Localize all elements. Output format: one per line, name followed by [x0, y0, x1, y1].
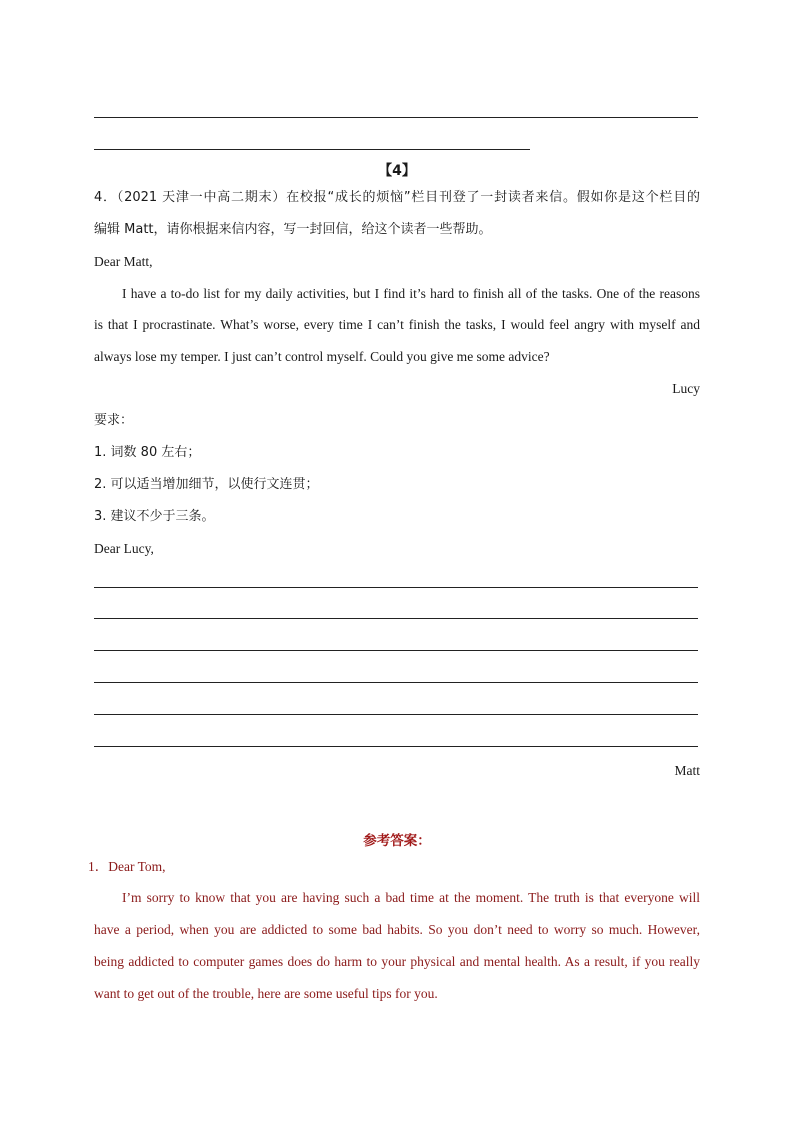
answer-writing-line — [94, 650, 698, 651]
question-prompt-line-1: 4．（2021 天津一中高二期末）在校报“成长的烦恼”栏目刊登了一封读者来信。假如你是这个栏目的 — [94, 190, 700, 205]
requirements-heading: 要求： — [94, 413, 134, 428]
answer-salutation: 1．Dear Tom, — [88, 859, 166, 874]
answer-line: being addicted to computer games does do harm to your physical and mental health. As a result, if you really — [94, 954, 700, 969]
requirement-item: 2. 可以适当增加细节，以使行文连贯； — [94, 477, 319, 492]
writing-line — [94, 149, 530, 150]
answer-writing-line — [94, 714, 698, 715]
answer-line: I’m sorry to know that you are having such a bad time at the moment. The truth is that everyone will — [122, 890, 700, 905]
letter-body-line: is that I procrastinate. What’s worse, every time I can’t finish the tasks, I would feel angry with myself and — [94, 317, 700, 332]
letter-salutation: Dear Matt, — [94, 254, 153, 269]
writing-line — [94, 117, 698, 118]
letter-body-line: always lose my temper. I just can’t control myself. Could you give me some advice? — [94, 349, 550, 364]
answer-title: 参考答案： — [363, 833, 431, 849]
section-marker: 【4】 — [378, 163, 416, 179]
answer-writing-line — [94, 587, 698, 588]
answer-writing-line — [94, 682, 698, 683]
letter-body-line: I have a to-do list for my daily activities, but I find it’s hard to finish all of the tasks. One of the reasons — [122, 286, 700, 301]
question-prompt-line-2: 编辑 Matt，请你根据来信内容，写一封回信，给这个读者一些帮助。 — [94, 222, 492, 237]
letter-signature: Lucy — [672, 381, 700, 396]
answer-writing-line — [94, 746, 698, 747]
answer-writing-line — [94, 618, 698, 619]
answer-line: want to get out of the trouble, here are some useful tips for you. — [94, 986, 438, 1001]
requirement-item: 1. 词数 80 左右； — [94, 445, 201, 460]
requirement-item: 3. 建议不少于三条。 — [94, 509, 215, 524]
answer-line: have a period, when you are addicted to some bad habits. So you don’t need to worry so much. However, — [94, 922, 700, 937]
reply-salutation: Dear Lucy, — [94, 541, 154, 556]
reply-signature: Matt — [674, 763, 700, 778]
